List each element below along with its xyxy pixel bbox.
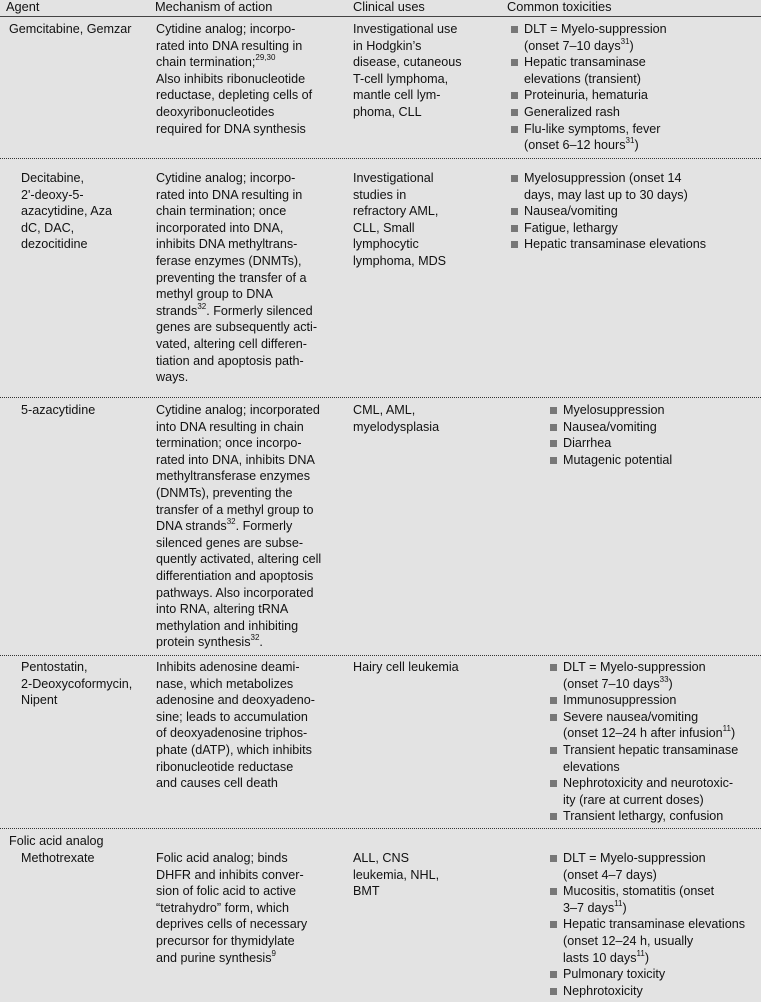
header-common-toxicities: Common toxicities bbox=[507, 0, 612, 14]
header-agent: Agent bbox=[6, 0, 40, 14]
toxicity-item: Nausea/vomiting bbox=[549, 419, 754, 436]
row-divider bbox=[0, 158, 761, 159]
toxicity-item: Transient hepatic transaminase elevations bbox=[549, 742, 759, 775]
bullet-square-icon bbox=[550, 971, 557, 978]
mechanism-cell: Cytidine analog; incorpo- rated into DNA resulting in chain termination;$^{29,30}$ Also inhibits ribonucleotide reductase, depleting cells of deoxyribonucleotides required for DNA synthesis bbox=[156, 22, 313, 136]
clinical-uses-cell: Investigational studies in refractory AML, CLL, Small lymphocytic lymphoma, MDS bbox=[353, 171, 447, 268]
clinical-uses-cell: ALL, CNS leukemia, NHL, BMT bbox=[353, 851, 440, 899]
agent-cell: Gemcitabine, Gemzar bbox=[9, 22, 132, 36]
mechanism-cell: Cytidine analog; incorporated into DNA resulting in chain termination; once incorpo- rated into DNA, inhibits DNA methyltransferase enzymes (DNMTs), preventing the transfer of a methyl group to DNA strands$^{32}$. Formerly silenced genes are subse- quently activated, altering cell differentiation and apoptosis pathways. Also incorporated into RNA, altering tRNA methylation and inhibiting protein synthesis$^{32}$. bbox=[156, 403, 322, 650]
toxicity-item: DLT = Myelo-suppression (onset 7–10 days$^{31}$) bbox=[510, 21, 755, 54]
clinical-uses-cell: Investigational use in Hodgkin’s disease, cutaneous T-cell lymphoma, mantle cell lym- phoma, CLL bbox=[353, 22, 462, 119]
bullet-square-icon bbox=[511, 109, 518, 116]
toxicity-item: Generalized rash bbox=[510, 104, 755, 121]
bullet-square-icon bbox=[511, 175, 518, 182]
bullet-square-icon bbox=[511, 225, 518, 232]
bullet-square-icon bbox=[511, 59, 518, 66]
toxicity-item: Diarrhea bbox=[549, 435, 754, 452]
table-header bbox=[0, 0, 761, 17]
bullet-square-icon bbox=[511, 208, 518, 215]
toxicity-item: Proteinuria, hematuria bbox=[510, 87, 755, 104]
toxicity-item: Severe nausea/vomiting (onset 12–24 h after infusion$^{11}$) bbox=[549, 709, 759, 742]
toxicity-item: Pulmonary toxicity bbox=[549, 966, 759, 983]
bullet-square-icon bbox=[511, 126, 518, 133]
bullet-square-icon bbox=[511, 241, 518, 248]
clinical-uses-cell: Hairy cell leukemia bbox=[353, 660, 459, 674]
toxicity-item: Fatigue, lethargy bbox=[510, 220, 755, 237]
toxicity-item: DLT = Myelo-suppression (onset 7–10 days$^{33}$) bbox=[549, 659, 759, 692]
toxicities-cell bbox=[549, 659, 759, 825]
bullet-square-icon bbox=[511, 26, 518, 33]
bullet-square-icon bbox=[511, 92, 518, 99]
agent-cell: 5-azacytidine bbox=[21, 403, 96, 417]
header-mechanism: Mechanism of action bbox=[155, 0, 273, 14]
mechanism-cell: Cytidine analog; incorpo- rated into DNA resulting in chain termination; once incorporated into DNA, inhibits DNA methyltrans- ferase enzymes (DNMTs), preventing the transfer of a methyl group to DNA strands$^{32}$. Formerly silenced genes are subsequently acti- vated, altering cell differen- tiation and apoptosis path- ways. bbox=[156, 171, 318, 385]
bullet-square-icon bbox=[550, 664, 557, 671]
bullet-square-icon bbox=[550, 747, 557, 754]
row-divider bbox=[0, 828, 761, 829]
bullet-square-icon bbox=[550, 888, 557, 895]
toxicity-item: Myelosuppression (onset 14 days, may last up to 30 days) bbox=[510, 170, 755, 203]
header-clinical-uses: Clinical uses bbox=[353, 0, 425, 14]
bullet-square-icon bbox=[550, 813, 557, 820]
toxicities-cell bbox=[549, 402, 754, 468]
bullet-square-icon bbox=[550, 921, 557, 928]
toxicity-item: Nausea/vomiting bbox=[510, 203, 755, 220]
toxicity-item: Mucositis, stomatitis (onset 3–7 days$^{11}$) bbox=[549, 883, 759, 916]
bullet-square-icon bbox=[550, 457, 557, 464]
bullet-square-icon bbox=[550, 697, 557, 704]
toxicity-item: Hepatic transaminase elevations (transient) bbox=[510, 54, 755, 87]
toxicity-item: Hepatic transaminase elevations (onset 12–24 h, usually lasts 10 days$^{11}$) bbox=[549, 916, 759, 966]
bullet-square-icon bbox=[550, 855, 557, 862]
toxicity-item: Nephrotoxicity and neurotoxic- ity (rare at current doses) bbox=[549, 775, 759, 808]
toxicity-item: Immunosuppression bbox=[549, 692, 759, 709]
agent-cell: Pentostatin, 2-Deoxycoformycin, Nipent bbox=[21, 660, 133, 708]
toxicity-item: Hepatic transaminase elevations bbox=[510, 236, 755, 253]
row-divider bbox=[0, 397, 761, 398]
agent-cell: Decitabine, 2'-deoxy-5- azacytidine, Aza dC, DAC, dezocitidine bbox=[21, 171, 113, 252]
mechanism-cell: Folic acid analog; binds DHFR and inhibits conver- sion of folic acid to active “tetrahydro” form, which deprives cells of necessary precursor for thymidylate and purine synthesis$^9$ bbox=[156, 851, 308, 965]
toxicity-item: DLT = Myelo-suppression (onset 4–7 days) bbox=[549, 850, 759, 883]
toxicity-item: Flu-like symptoms, fever (onset 6–12 hours$^{31}$) bbox=[510, 121, 755, 154]
row-divider bbox=[0, 655, 761, 656]
bullet-square-icon bbox=[550, 407, 557, 414]
toxicities-cell bbox=[510, 21, 755, 154]
bullet-square-icon bbox=[550, 424, 557, 431]
section-label: Folic acid analog bbox=[9, 834, 104, 848]
bullet-square-icon bbox=[550, 440, 557, 447]
agent-cell: Methotrexate bbox=[21, 851, 95, 865]
toxicity-item: Mutagenic potential bbox=[549, 452, 754, 469]
toxicity-item: Transient lethargy, confusion bbox=[549, 808, 759, 825]
mechanism-cell: Inhibits adenosine deami- nase, which metabolizes adenosine and deoxyadeno- sine; leads to accumulation of deoxyadenosine triphos- phate (dATP), which inhibits ribonucleotide reductase and causes cell death bbox=[156, 660, 315, 791]
bullet-square-icon bbox=[550, 780, 557, 787]
toxicities-cell bbox=[549, 850, 759, 999]
clinical-uses-cell: CML, AML, myelodysplasia bbox=[353, 403, 440, 434]
toxicities-cell bbox=[510, 170, 755, 253]
toxicity-item: Myelosuppression bbox=[549, 402, 754, 419]
bullet-square-icon bbox=[550, 714, 557, 721]
toxicity-item: Nephrotoxicity bbox=[549, 983, 759, 1000]
bullet-square-icon bbox=[550, 988, 557, 995]
